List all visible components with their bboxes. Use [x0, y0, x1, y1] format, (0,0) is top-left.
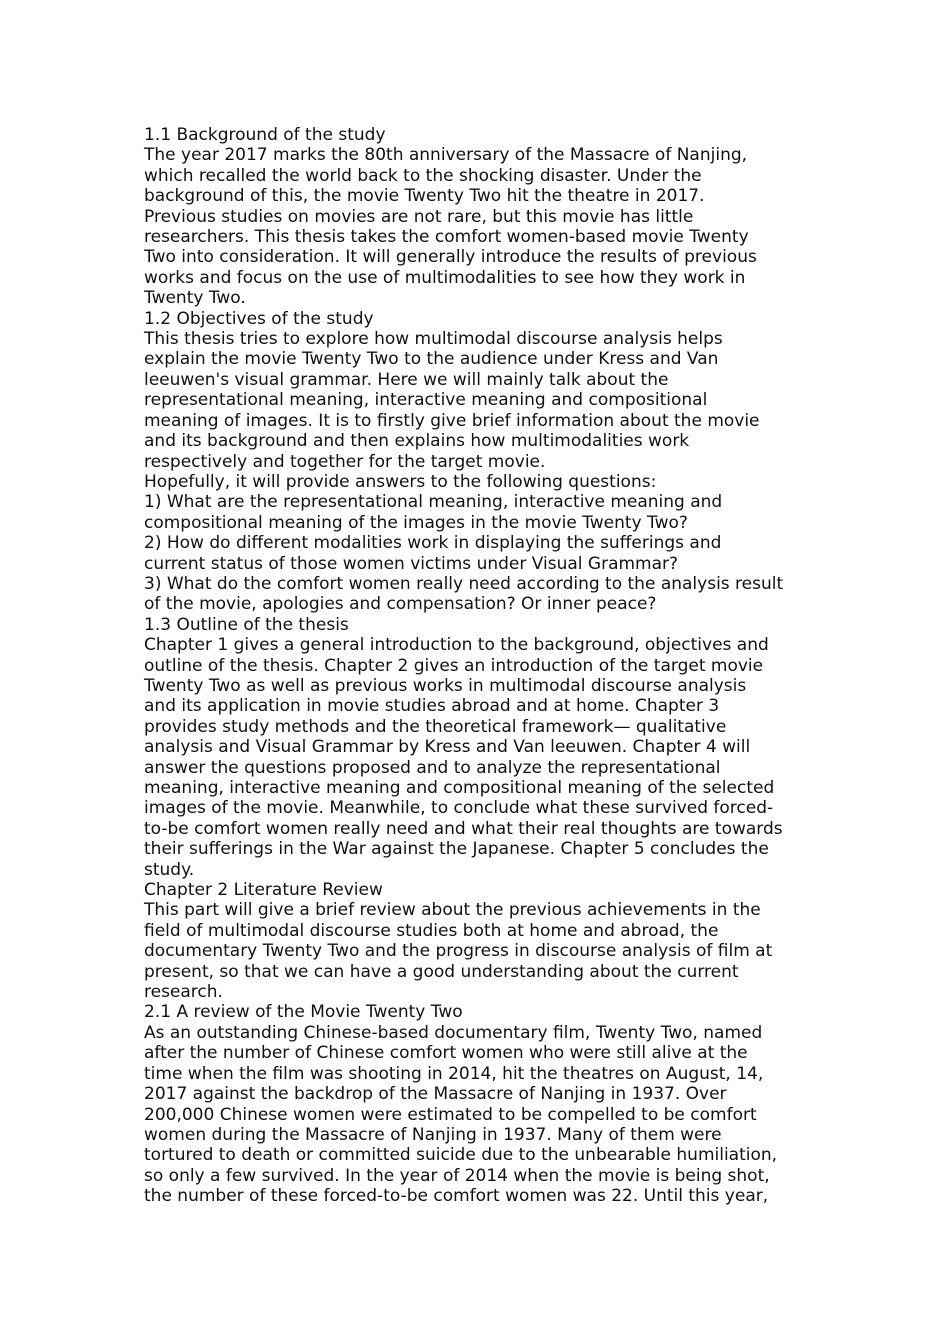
- text-line: representational meaning, interactive meaning and compositional: [144, 390, 708, 411]
- text-line: meaning, interactive meaning and compositional meaning of the selected: [144, 778, 775, 798]
- text-line: field of multimodal discourse studies both at home and abroad, the: [144, 920, 719, 941]
- text-line: women during the Massacre of Nanjing in 1937. Many of them were: [144, 1124, 722, 1145]
- text-line: so only a few survived. In the year of 2014 when the movie is being shot,: [144, 1165, 770, 1186]
- text-line: their sufferings in the War against the Japanese. Chapter 5 concludes the: [144, 839, 769, 860]
- text-line: Twenty Two.: [144, 288, 246, 309]
- text-line: outline of the thesis. Chapter 2 gives an introduction of the target movie: [144, 655, 764, 676]
- text-line: Twenty Two as well as previous works in multimodal discourse analysis: [144, 675, 747, 696]
- text-line: analysis and Visual Grammar by Kress and Van leeuwen. Chapter 4 will: [144, 737, 751, 758]
- text-line: provides study methods and the theoretical framework— qualitative: [144, 716, 727, 737]
- text-line: images of the movie. Meanwhile, to conclude what these survived forced-: [144, 798, 774, 819]
- section-heading-1-1: 1.1 Background of the study: [144, 125, 386, 145]
- text-line: researchers. This thesis takes the comfort women-based movie Twenty: [144, 227, 749, 248]
- text-line: explain the movie Twenty Two to the audience under Kress and Van: [144, 349, 719, 370]
- chapter-heading-2: Chapter 2 Literature Review: [144, 880, 383, 901]
- text-line: Previous studies on movies are not rare, but this movie has little: [144, 206, 694, 227]
- text-line: respectively and together for the target movie.: [144, 451, 546, 472]
- text-line: answer the questions proposed and to analyze the representational: [144, 757, 721, 778]
- text-line: tortured to death or committed suicide due to the unbearable humiliation,: [144, 1145, 778, 1166]
- text-line: Two into consideration. It will generally introduce the results of previous: [144, 247, 757, 268]
- text-line: leeuwen's visual grammar. Here we will mainly talk about the: [144, 369, 669, 390]
- text-line: time when the film was shooting in 2014, hit the theatres on August, 14,: [144, 1063, 764, 1084]
- text-line: 2017 against the backdrop of the Massacre of Nanjing in 1937. Over: [144, 1084, 727, 1105]
- section-heading-2-1: 2.1 A review of the Movie Twenty Two: [144, 1002, 463, 1023]
- text-line: As an outstanding Chinese-based documentary film, Twenty Two, named: [144, 1022, 763, 1043]
- text-line: research.: [144, 982, 223, 1003]
- question-line: 3) What do the comfort women really need according to the analysis result: [144, 573, 784, 594]
- document-page: [144, 125, 816, 1207]
- question-line: 2) How do different modalities work in displaying the sufferings and: [144, 533, 722, 554]
- text-line: documentary Twenty Two and the progress in discourse analysis of film at: [144, 941, 773, 962]
- text-line: This thesis tries to explore how multimodal discourse analysis helps: [144, 329, 723, 350]
- text-line: to-be comfort women really need and what their real thoughts are towards: [144, 818, 783, 839]
- text-line: after the number of Chinese comfort women who were still alive at the: [144, 1043, 748, 1064]
- text-line: Chapter 1 gives a general introduction to the background, objectives and: [144, 635, 769, 656]
- text-line: and its background and then explains how multimodalities work: [144, 431, 690, 452]
- text-line: meaning of images. It is to firstly give brief information about the movie: [144, 410, 760, 431]
- text-line: works and focus on the use of multimodalities to see how they work in: [144, 267, 746, 288]
- text-line: The year 2017 marks the 80th anniversary of the Massacre of Nanjing,: [144, 145, 748, 166]
- text-line: study.: [144, 859, 195, 880]
- text-line: Hopefully, it will provide answers to the following questions:: [144, 471, 657, 492]
- section-heading-1-3: 1.3 Outline of the thesis: [144, 614, 349, 635]
- text-line: background of this, the movie Twenty Two hit the theatre in 2017.: [144, 186, 705, 207]
- question-line: compositional meaning of the images in the movie Twenty Two?: [144, 512, 688, 533]
- question-line: of the movie, apologies and compensation? Or inner peace?: [144, 594, 657, 615]
- text-line: and its application in movie studies abroad and at home. Chapter 3: [144, 696, 720, 717]
- question-line: current status of those women victims under Visual Grammar?: [144, 553, 679, 574]
- text-line: 200,000 Chinese women were estimated to be compelled to be comfort: [144, 1104, 757, 1125]
- text-line: which recalled the world back to the shocking disaster. Under the: [144, 165, 702, 186]
- question-line: 1) What are the representational meaning, interactive meaning and: [144, 492, 723, 513]
- text-line: This part will give a brief review about the previous achievements in the: [144, 900, 761, 921]
- text-line: present, so that we can have a good understanding about the current: [144, 961, 739, 982]
- text-line: the number of these forced-to-be comfort women was 22. Until this year,: [144, 1186, 769, 1207]
- section-heading-1-2: 1.2 Objectives of the study: [144, 308, 374, 329]
